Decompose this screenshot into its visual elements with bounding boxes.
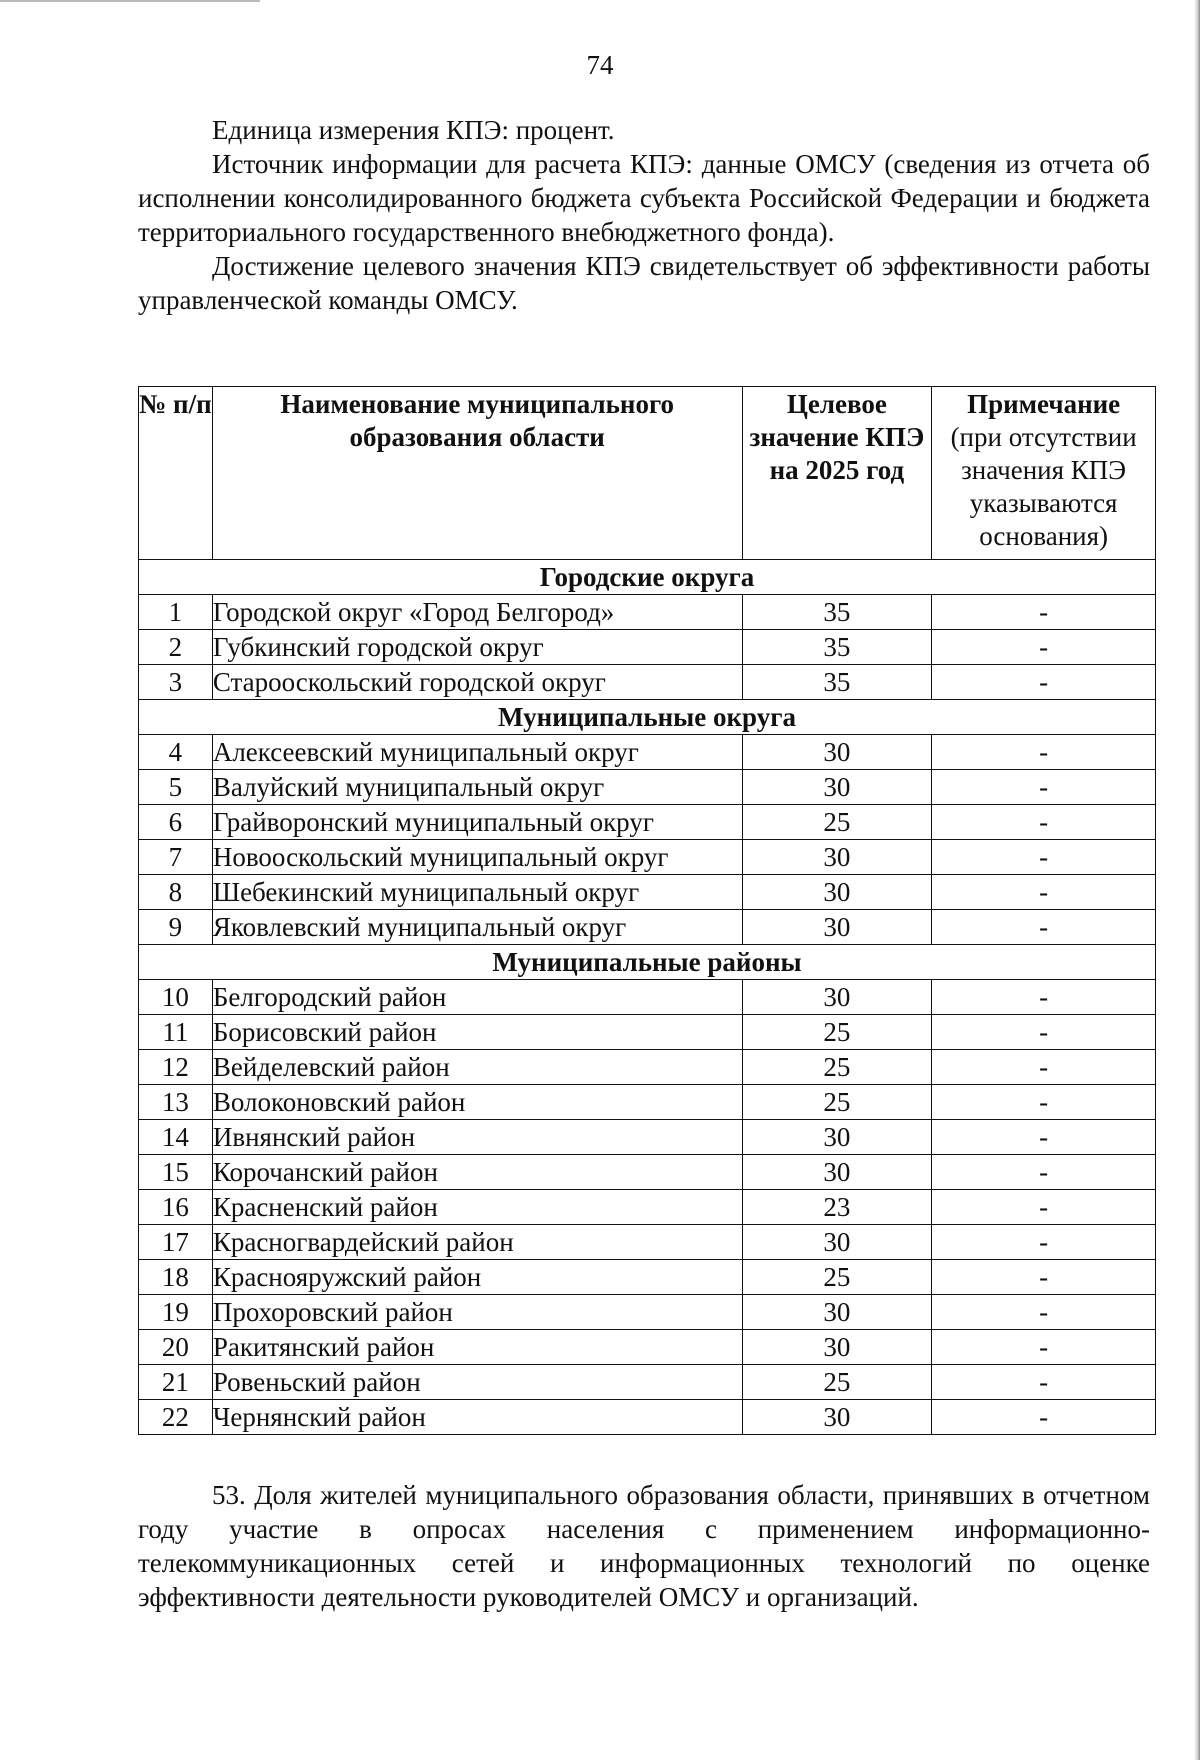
table-row [139,595,1156,630]
row-note: - [932,1260,1156,1295]
row-name: Корочанский район [212,1155,742,1190]
table-row [139,735,1156,770]
row-num: 9 [139,910,213,945]
row-value: 30 [742,735,932,770]
row-name: Ровеньский район [212,1365,742,1400]
row-num: 10 [139,980,213,1015]
row-value: 30 [742,770,932,805]
table-row [139,1015,1156,1050]
row-num: 11 [139,1015,213,1050]
row-name: Новооскольский муниципальный округ [212,840,742,875]
row-num: 15 [139,1155,213,1190]
row-name: Губкинский городской округ [212,630,742,665]
row-value: 30 [742,1330,932,1365]
row-value: 25 [742,1260,932,1295]
table-row [139,1400,1156,1435]
table-row [139,1120,1156,1155]
row-name: Старооскольский городской округ [212,665,742,700]
row-note: - [932,875,1156,910]
table-row [139,875,1156,910]
row-value: 30 [742,840,932,875]
header-note-title: Примечание [967,389,1121,419]
row-note: - [932,980,1156,1015]
row-num: 5 [139,770,213,805]
row-note: - [932,1295,1156,1330]
header-note [932,387,1156,560]
row-value: 25 [742,1015,932,1050]
row-note: - [932,1225,1156,1260]
row-num: 19 [139,1295,213,1330]
section-row [139,700,1156,735]
row-name: Шебекинский муниципальный округ [212,875,742,910]
row-name: Красненский район [212,1190,742,1225]
row-value: 30 [742,1400,932,1435]
table-row [139,805,1156,840]
closing-text [138,1478,1150,1614]
intro-paragraph-source: Источник информации для расчета КПЭ: данные ОМСУ (сведения из отчета об исполнении консолидированного бюджета субъекта Российской Федерации и бюджета территориального государственного внебюджетного фонда). [138,149,1150,247]
row-num: 22 [139,1400,213,1435]
table-row [139,840,1156,875]
table-row [139,665,1156,700]
row-value: 25 [742,1085,932,1120]
row-note: - [932,1190,1156,1225]
row-value: 35 [742,595,932,630]
row-num: 1 [139,595,213,630]
section-row [139,945,1156,980]
row-note: - [932,1015,1156,1050]
row-value: 25 [742,1365,932,1400]
row-name: Вейделевский район [212,1050,742,1085]
row-num: 18 [139,1260,213,1295]
table-row [139,980,1156,1015]
row-name: Волоконовский район [212,1085,742,1120]
row-name: Ракитянский район [212,1330,742,1365]
row-value: 25 [742,805,932,840]
row-note: - [932,1365,1156,1400]
row-value: 35 [742,630,932,665]
row-name: Городской округ «Город Белгород» [212,595,742,630]
table-row [139,1155,1156,1190]
section-row [139,560,1156,595]
header-row [139,387,1156,560]
row-note: - [932,770,1156,805]
row-value: 30 [742,1295,932,1330]
header-name: Наименование муниципального образования области [212,387,742,560]
row-value: 30 [742,1120,932,1155]
table-row [139,1190,1156,1225]
row-num: 13 [139,1085,213,1120]
row-note: - [932,595,1156,630]
intro-paragraph-unit: Единица измерения КПЭ: процент. [212,115,615,145]
row-note: - [932,665,1156,700]
row-note: - [932,630,1156,665]
header-num: № п/п [139,387,213,560]
row-num: 21 [139,1365,213,1400]
header-note-sub: (при отсутствии значения КПЭ указываются основания) [950,422,1137,551]
row-note: - [932,735,1156,770]
scan-artifact-edge [1194,0,1200,1760]
row-value: 30 [742,1225,932,1260]
row-value: 30 [742,910,932,945]
row-value: 23 [742,1190,932,1225]
row-note: - [932,805,1156,840]
row-value: 30 [742,1155,932,1190]
row-num: 7 [139,840,213,875]
row-num: 4 [139,735,213,770]
table-row [139,1225,1156,1260]
row-name: Красногвардейский район [212,1225,742,1260]
table-row [139,1295,1156,1330]
table-body [139,560,1156,1435]
row-note: - [932,840,1156,875]
row-note: - [932,1155,1156,1190]
section-title: Городские округа [139,560,1156,595]
row-num: 12 [139,1050,213,1085]
row-name: Грайворонский муниципальный округ [212,805,742,840]
table-row [139,630,1156,665]
row-name: Яковлевский муниципальный округ [212,910,742,945]
row-num: 16 [139,1190,213,1225]
row-num: 20 [139,1330,213,1365]
row-name: Валуйский муниципальный округ [212,770,742,805]
row-num: 6 [139,805,213,840]
table-row [139,1085,1156,1120]
section-title: Муниципальные округа [139,700,1156,735]
row-value: 25 [742,1050,932,1085]
row-num: 2 [139,630,213,665]
row-name: Борисовский район [212,1015,742,1050]
intro-text [138,113,1150,317]
row-num: 14 [139,1120,213,1155]
row-name: Ивнянский район [212,1120,742,1155]
row-num: 3 [139,665,213,700]
table-row [139,910,1156,945]
page-number: 74 [586,50,614,80]
row-name: Прохоровский район [212,1295,742,1330]
header-value: Целевое значение КПЭ на 2025 год [742,387,932,560]
row-note: - [932,1085,1156,1120]
row-name: Чернянский район [212,1400,742,1435]
row-note: - [932,1330,1156,1365]
section-title: Муниципальные районы [139,945,1156,980]
row-num: 8 [139,875,213,910]
intro-paragraph-achievement: Достижение целевого значения КПЭ свидетельствует об эффективности работы управленческой команды ОМСУ. [138,251,1150,315]
row-name: Алексеевский муниципальный округ [212,735,742,770]
scan-artifact-top [0,0,260,2]
row-note: - [932,1400,1156,1435]
table-header [139,387,1156,560]
closing-paragraph: 53. Доля жителей муниципального образования области, принявших в отчетном году участие в опросах населения с применением информационно-телекоммуникационных сетей и информационных технологий по оценке эффективности деятельности руководителей ОМСУ и организаций. [138,1480,1150,1612]
row-num: 17 [139,1225,213,1260]
row-note: - [932,1050,1156,1085]
table-row [139,770,1156,805]
kpe-table [138,386,1156,1435]
row-value: 30 [742,980,932,1015]
row-value: 30 [742,875,932,910]
row-value: 35 [742,665,932,700]
table-row [139,1365,1156,1400]
row-note: - [932,910,1156,945]
row-note: - [932,1120,1156,1155]
table-row [139,1330,1156,1365]
table-row [139,1050,1156,1085]
row-name: Белгородский район [212,980,742,1015]
row-name: Краснояружский район [212,1260,742,1295]
table-row [139,1260,1156,1295]
